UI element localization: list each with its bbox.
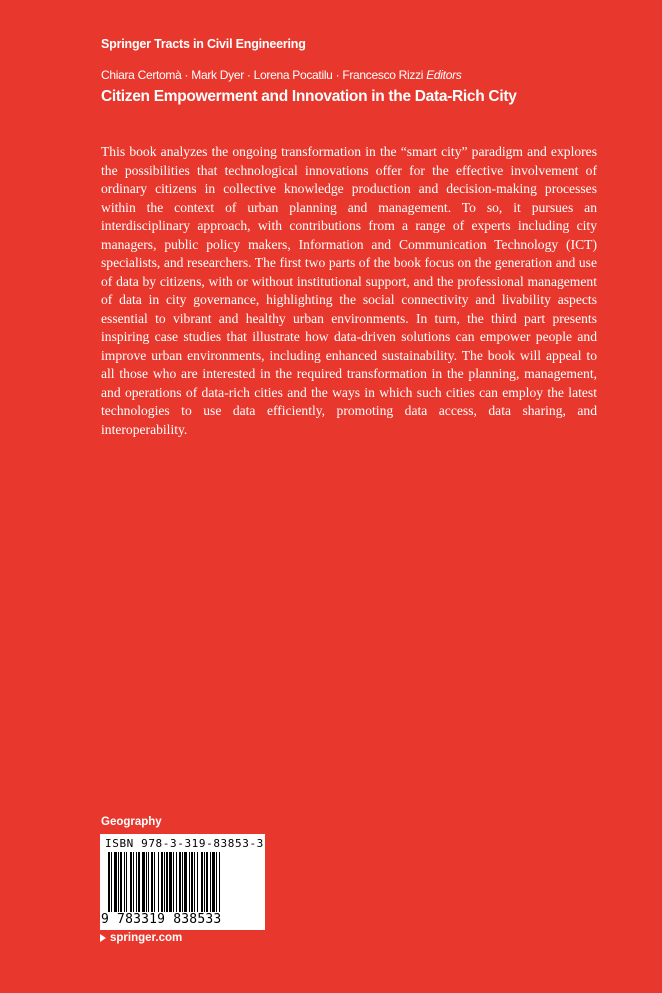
series-title: Springer Tracts in Civil Engineering — [101, 37, 306, 51]
barcode-stripe — [189, 852, 190, 912]
barcode-stripe — [194, 852, 195, 912]
barcode-stripe — [158, 852, 159, 912]
editors-role: Editors — [426, 68, 462, 82]
barcode-stripe — [210, 852, 211, 912]
barcode-stripe — [142, 852, 145, 912]
barcode-stripe — [201, 852, 203, 912]
barcode-stripe — [146, 852, 147, 912]
barcode-stripe — [166, 852, 168, 912]
barcode-stripe — [138, 852, 140, 912]
barcode-stripe — [179, 852, 181, 912]
barcode-stripe — [176, 852, 177, 912]
barcode-stripe — [206, 852, 208, 912]
barcode-stripe — [173, 852, 174, 912]
book-description: This book analyzes the ongoing transformation in the “smart city” paradigm and explores the possibilities that technological innovations offer for the effective involvement of ordinary citizens in collective knowledge production and decision-making processes within the context of urban planning and management. To so, it pursues an interdisciplinary approach, with contributions from a range of experts including city managers, public policy makers, Information and Communication Technology (ICT) specialists, and researchers. The first two parts of the book focus on the generation and use of data by citizens, with or without institutional support, and the professional management of data in city governance, highlighting the social connectivity and livability aspects essential to vibrant and healthy urban environments. In turn, the third part presents inspiring case studies that illustrate how data-driven solutions can empower people and improve urban environments, including enhanced sustainability. The book will appeal to all those who are interested in the required transformation in the planning, management, and operations of data-rich cities and the ways in which such cities can employ the latest technologies to use data efficiently, promoting data access, data sharing, and interoperability. — [101, 144, 597, 437]
barcode-stripe — [182, 852, 183, 912]
barcode-stripe — [191, 852, 193, 912]
barcode-stripe — [118, 852, 119, 912]
editor-names: Chiara Certomà · Mark Dyer · Lorena Pocatilu · Francesco Rizzi — [101, 68, 424, 82]
barcode-stripe — [212, 852, 215, 912]
barcode-stripe — [124, 852, 125, 912]
barcode-stripe — [164, 852, 165, 912]
barcode-stripe — [126, 852, 127, 912]
book-title: Citizen Empowerment and Innovation in the Data-Rich City — [101, 88, 517, 105]
barcode-stripe — [169, 852, 172, 912]
barcode-stripe — [154, 852, 155, 912]
barcode-stripe — [108, 852, 110, 912]
barcode-stripe — [151, 852, 153, 912]
subject-category: Geography — [101, 816, 162, 828]
isbn-label: ISBN 978-3-319-83853-3 — [105, 837, 264, 850]
barcode-stripe — [133, 852, 134, 912]
barcode-stripe — [184, 852, 187, 912]
barcode-stripe — [148, 852, 149, 912]
barcode-bars — [108, 852, 260, 912]
website-label[interactable]: springer.com — [110, 932, 183, 944]
barcode-stripe — [114, 852, 117, 912]
publisher-website[interactable] — [100, 932, 182, 944]
barcode-stripe — [219, 852, 220, 912]
barcode-stripe — [216, 852, 217, 912]
barcode-stripe — [161, 852, 163, 912]
isbn-barcode — [100, 834, 265, 930]
barcode-stripe — [197, 852, 198, 912]
barcode-stripe — [204, 852, 205, 912]
editors-line — [101, 68, 461, 82]
barcode-stripe — [130, 852, 132, 912]
arrow-right-icon — [100, 934, 106, 942]
barcode-stripe — [111, 852, 112, 912]
barcode-stripe — [120, 852, 122, 912]
ean-digits: 9 783319 838533 — [101, 912, 222, 927]
barcode-stripe — [136, 852, 137, 912]
